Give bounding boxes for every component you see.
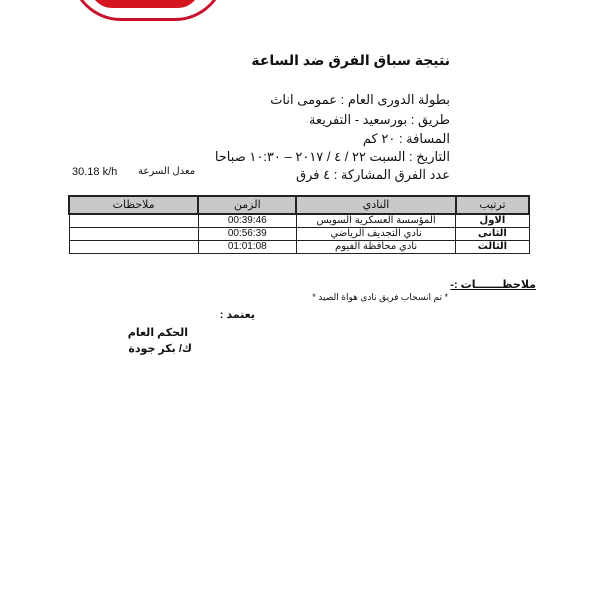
time-cell: 01:01:08 [198,241,296,254]
championship-line: بطولة الدورى العام : عمومى اناث [270,92,450,107]
rank-cell: الثانى [456,228,529,241]
table-row [69,241,529,254]
club-cell: المؤسسة العسكرية السويس [296,214,456,228]
page-title: نتيجة سباق الفرق ضد الساعة [251,52,450,68]
notes-cell [69,214,198,228]
logo-red-mark [90,0,200,8]
club-cell: نادي محافظة الفيوم [296,241,456,254]
average-speed-label: معدل السرعة [138,166,196,177]
notes-cell [69,241,198,254]
note-withdrawal: * تم انسحاب فريق نادى هواة الصيد * [312,292,448,302]
date-line: التاريخ : السبت ٢٢ / ٤ / ٢٠١٧ – ١٠:٣٠ صباحا [214,149,450,164]
results-table [68,195,530,254]
table-row [69,228,529,241]
average-speed-value: 30.18 k/h [72,166,118,178]
rank-cell: الاول [456,214,529,228]
notes-heading: ملاحظـــــــات :- [450,279,536,291]
distance-line: المسافة : ٢٠ كم [362,131,450,146]
table-row [69,214,529,228]
header-time: الزمن [198,196,296,214]
header-club: النادي [296,196,456,214]
time-cell: 00:39:46 [198,214,296,228]
table-header-row [69,196,529,214]
approved-label: يعتمد : [219,309,255,321]
club-cell: نادي التجديف الرياضي [296,228,456,241]
referee-name: ك/ بكر جودة [128,343,192,355]
referee-title: الحكم العام [127,327,188,339]
time-cell: 00:56:39 [198,228,296,241]
header-notes: ملاحظات [69,196,198,214]
notes-cell [69,228,198,241]
route-line: طريق : بورسعيد - التفريعة [309,112,450,127]
header-rank: ترتيب [456,196,529,214]
teams-count-line: عدد الفرق المشاركة : ٤ فرق [296,167,450,182]
rank-cell: الثالث [456,241,529,254]
